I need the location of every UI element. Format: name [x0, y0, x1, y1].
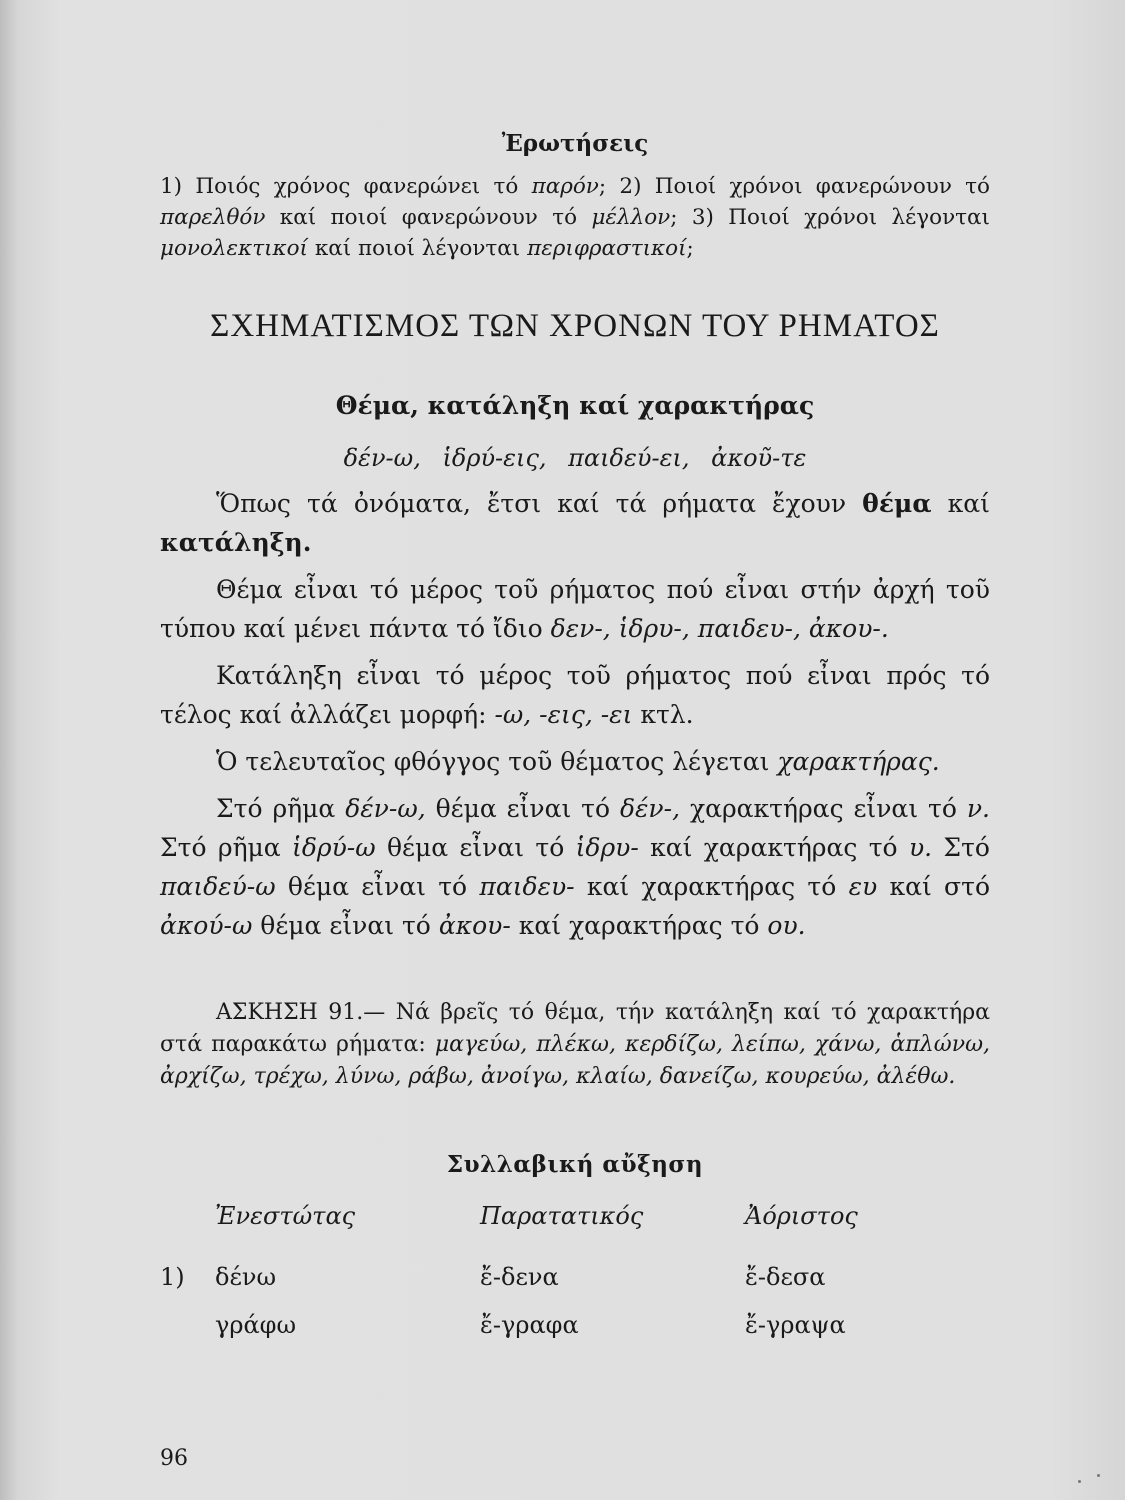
example-verb: παιδεύ-ει, — [568, 444, 690, 472]
tense-table-header — [160, 1202, 990, 1260]
paragraph-stem — [160, 570, 990, 648]
text-run: παιδευ- — [479, 872, 575, 901]
text-run: θέμα εἶναι τό — [375, 833, 576, 862]
paragraph-definition — [160, 484, 990, 562]
text-run: καί χαρακτήρας τό — [574, 872, 849, 901]
text-run: καί χαρακτήρας τό — [638, 833, 909, 862]
text-run: χαρακτήρας εἶναι τό — [680, 794, 967, 823]
text-run: Στό ρῆμα — [160, 833, 293, 862]
text-run: καί ποιοί φανερώνουν τό — [265, 205, 592, 230]
text-run: Στό — [932, 833, 990, 862]
text-run: κατάληξη. — [160, 528, 312, 557]
header-present: Ἐνεστώτας — [215, 1202, 356, 1230]
text-run: δέν-ω, — [345, 794, 426, 823]
text-run: Θέμα εἶναι τό μέρος τοῦ ρήματος πού εἶναι στήν ἀρχή τοῦ τύπου καί μένει πάντα τό ἴδιο — [160, 575, 990, 643]
cell-imperfect: ἔ-δενα — [480, 1263, 559, 1291]
questions-title: Ἐρωτήσεις — [501, 130, 649, 157]
text-run: παιδεύ-ω — [160, 872, 276, 901]
cell-aorist: ἔ-δεσα — [745, 1263, 826, 1291]
chapter-title: ΣΧΗΜΑΤΙΣΜΟΣ ΤΩΝ ΧΡΟΝΩΝ ΤΟΥ ΡΗΜΑΤΟΣ — [210, 308, 940, 344]
paragraph-character — [160, 742, 990, 781]
cell-imperfect: ἔ-γραφα — [480, 1311, 579, 1339]
text-run: -ω, -εις, -ει — [494, 700, 633, 729]
table-row — [160, 1260, 990, 1308]
text-run: 1) Ποιός χρόνος φανερώνει τό — [160, 174, 532, 199]
text-run: παρόν — [531, 174, 599, 199]
text-run: ; 3) Ποιοί χρόνοι λέγονται — [670, 205, 990, 230]
text-run: μέλλον — [591, 205, 671, 230]
text-run: μαγεύω, πλέκω, κερδίζω, λείπω, χάνω, ἁπλώνω, ἀρχίζω, τρέχω, λύνω, ράβω, ἀνοίγω, κλαίω, δανείζω, κουρεύω, ἀλέθω. — [160, 1032, 990, 1089]
text-run: ευ — [848, 872, 878, 901]
example-verb: δέν-ω, — [343, 444, 421, 472]
text-run: κτλ. — [632, 700, 694, 729]
text-run: ΑΣΚΗΣΗ 91.— Νά βρεῖς τό θέμα, τήν κατάληξη καί τό χαρακτήρα στά παρακάτω ρήματα: — [160, 1000, 990, 1057]
text-run: χαρακτήρας. — [777, 747, 940, 776]
cell-present: δένω — [215, 1263, 277, 1291]
text-run: θέμα εἶναι τό — [425, 794, 620, 823]
table-row — [160, 1308, 990, 1356]
text-run: Στό ρῆμα — [216, 794, 346, 823]
text-run: ου. — [767, 911, 806, 940]
text-run: δέν-, — [619, 794, 681, 823]
text-run: ἱδρυ- — [575, 833, 639, 862]
text-run: καί χαρακτήρας τό — [510, 911, 768, 940]
text-run: Ὅπως τά ὀνόματα, ἔτσι καί τά ρήματα ἔχουν — [216, 489, 863, 518]
cell-present: γράφω — [215, 1311, 297, 1339]
header-imperfect: Παρατατικός — [480, 1202, 644, 1230]
section-title-stem-ending: Θέμα, κατάληξη καί χαρακτήρας — [335, 391, 815, 420]
example-verb: ἀκοῦ-τε — [711, 444, 807, 472]
text-run: ; — [686, 236, 694, 261]
example-verbs — [160, 444, 990, 472]
paragraph-ending — [160, 656, 990, 734]
text-run: περιφραστικοί — [527, 236, 687, 261]
text-run: καί ποιοί λέγονται — [308, 236, 528, 261]
text-run: καί στό — [877, 872, 990, 901]
text-run: υ. — [908, 833, 933, 862]
print-speck — [1078, 1480, 1081, 1483]
exercise-91 — [160, 997, 990, 1093]
text-run: Ὁ τελευταῖος φθόγγος τοῦ θέματος λέγεται — [216, 747, 778, 776]
print-speck — [1097, 1474, 1100, 1477]
text-run: δεν-, ἱδρυ-, παιδευ-, ἀκου-. — [550, 614, 889, 643]
page-content — [160, 120, 990, 1356]
text-run: μονολεκτικοί — [160, 236, 308, 261]
questions-text — [160, 171, 990, 264]
text-run: θέμα — [862, 489, 932, 518]
text-run: ἱδρύ-ω — [292, 833, 376, 862]
text-run: θέμα εἶναι τό — [275, 872, 480, 901]
text-run: Κατάληξη εἶναι τό μέρος τοῦ ρήματος πού εἶναι πρός τό τέλος καί ἀλλάζει μορφή: — [160, 661, 990, 729]
header-aorist: Ἀόριστος — [745, 1202, 858, 1230]
text-run: καί — [931, 489, 990, 518]
section-title-syllabic-augment: Συλλαβική αὔξηση — [446, 1151, 704, 1178]
text-run: ἀκου- — [438, 911, 511, 940]
text-run: ; 2) Ποιοί χρόνοι φανερώνουν τό — [598, 174, 990, 199]
row-number: 1) — [160, 1263, 185, 1291]
text-run: ν. — [966, 794, 990, 823]
example-verb: ἱδρύ-εις, — [442, 444, 547, 472]
row-number — [160, 1308, 215, 1356]
page-number: 96 — [160, 1446, 188, 1471]
text-run: παρελθόν — [160, 205, 266, 230]
cell-aorist: ἔ-γραψα — [745, 1311, 846, 1339]
text-run: θέμα εἶναι τό — [252, 911, 439, 940]
paragraph-examples — [160, 789, 990, 945]
tense-table — [160, 1202, 990, 1356]
text-run: ἀκού-ω — [160, 911, 253, 940]
